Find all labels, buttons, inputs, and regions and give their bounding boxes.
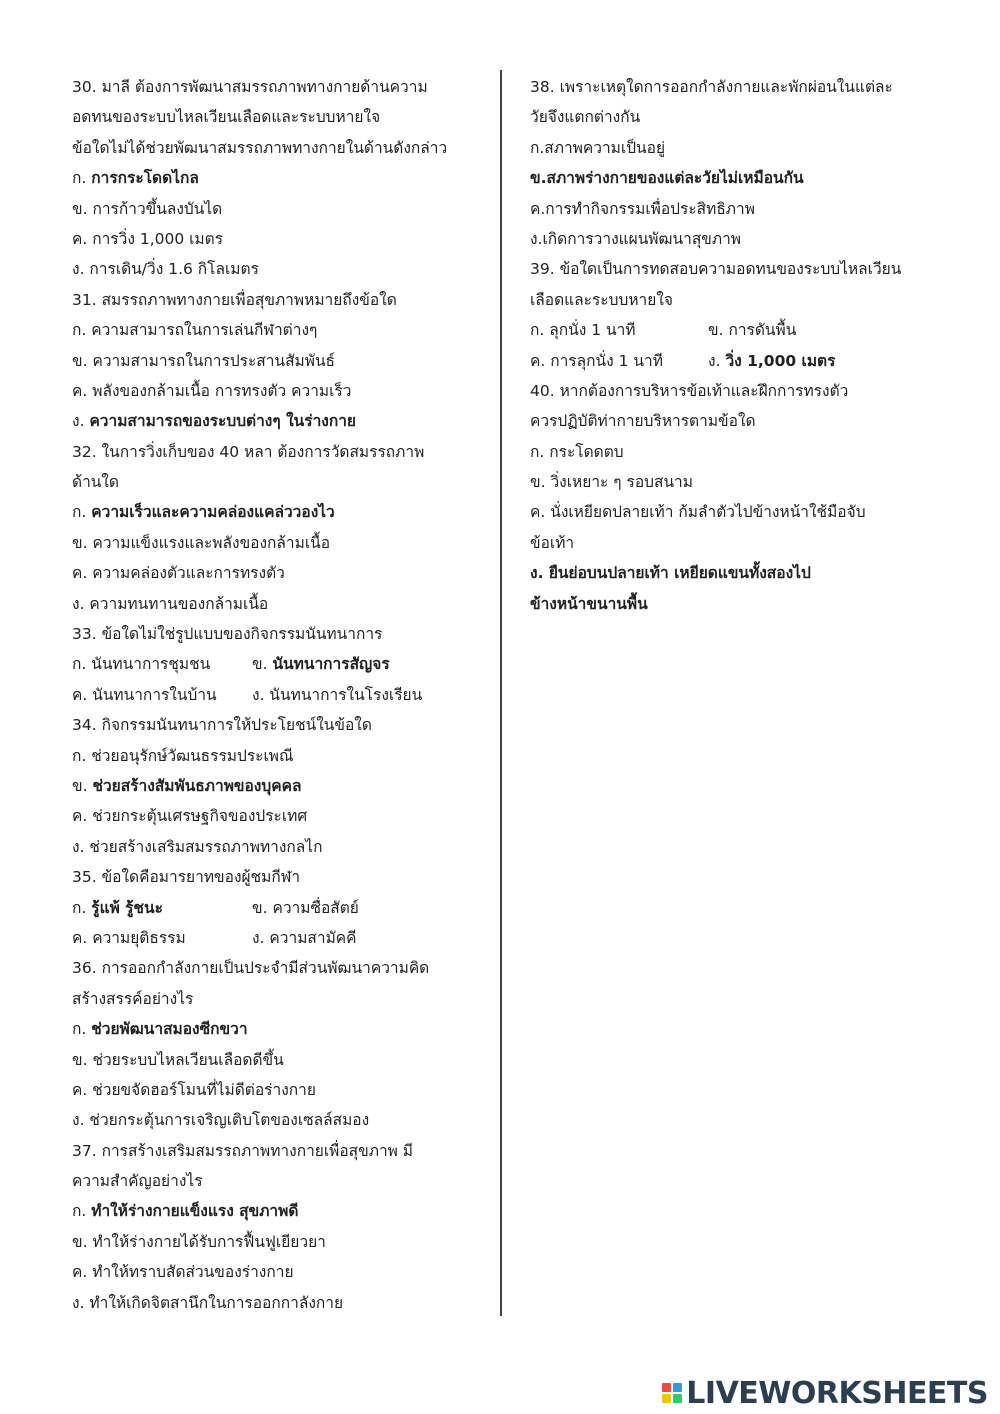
q34-stem-1: 34. กิจกรรมนันทนาการให้ประโยชน์ในข้อใด — [72, 716, 372, 735]
q36-option-c[interactable]: ค. ช่วยขจัดฮอร์โมนที่ไม่ดีต่อร่างกาย — [72, 1080, 316, 1099]
q30-answer: การกระโดดไกล — [91, 169, 199, 188]
q36-option-b[interactable]: ข. ช่วยระบบไหลเวียนเลือดดีขึ้น — [72, 1050, 284, 1069]
q39-option-d[interactable]: ง. วิ่ง 1,000 เมตร — [708, 351, 836, 370]
q30-stem-1: 30. มาลี ต้องการพัฒนาสมรรถภาพทางกายด้านความ — [72, 78, 428, 96]
column-divider — [500, 70, 502, 1316]
q35-option-c[interactable]: ค. ความยุติธรรม — [72, 928, 186, 947]
q40-option-c-1[interactable]: ค. นั่งเหยียดปลายเท้า ก้มลำตัวไปข้างหน้าใช้มือจับ — [530, 503, 866, 522]
q36-answer: ช่วยพัฒนาสมองซีกขวา — [91, 1020, 248, 1039]
q33-answer: นันทนาการสัญจร — [272, 655, 390, 674]
left-column — [72, 72, 492, 1318]
q31-option-b[interactable]: ข. ความสามารถในการประสานสัมพันธ์ — [72, 351, 336, 370]
q38-stem-2: วัยจึงแตกต่างกัน — [530, 108, 641, 127]
q32-stem-1: 32. ในการวิ่งเก็บของ 40 หลา ต้องการวัดสมรรถภาพ — [72, 442, 425, 461]
q39-stem-2: เลือดและระบบหายใจ — [530, 290, 673, 309]
q34-option-a[interactable]: ก. ช่วยอนุรักษ์วัฒนธรรมประเพณี — [72, 746, 294, 765]
q33-options-ab — [72, 649, 492, 679]
q39-option-c[interactable]: ค. การลุกนั่ง 1 นาที — [530, 351, 663, 370]
q40-stem-2: ควรปฏิบัติท่ากายบริหารตามข้อใด — [530, 412, 756, 431]
q36-stem-1: 36. การออกกำลังกายเป็นประจำมีส่วนพัฒนาความคิด — [72, 959, 430, 978]
q40-option-a[interactable]: ก. กระโดดตบ — [530, 442, 624, 461]
q35-option-d[interactable]: ง. ความสามัคคี — [252, 928, 357, 947]
q39-option-b[interactable]: ข. การดันพื้น — [708, 321, 797, 340]
q37-stem-2: ความสำคัญอย่างไร — [72, 1172, 203, 1191]
q37-option-a[interactable]: ก. ทำให้ร่างกายแข็งแรง สุขภาพดี — [72, 1202, 299, 1221]
q38-option-d[interactable]: ง.เกิดการวางแผนพัฒนาสุขภาพ — [530, 229, 742, 248]
q37-option-c[interactable]: ค. ทำให้ทราบสัดส่วนของร่างกาย — [72, 1263, 294, 1282]
q32-option-b[interactable]: ข. ความแข็งแรงและพลังของกล้ามเนื้อ — [72, 533, 331, 552]
q35-options-ab — [72, 893, 492, 923]
q32-stem-2: ด้านใด — [72, 473, 119, 492]
q31-option-c[interactable]: ค. พลังของกล้ามเนื้อ การทรงตัว ความเร็ว — [72, 381, 352, 400]
icon-square-3 — [662, 1394, 671, 1403]
q40-option-c-2[interactable]: ข้อเท้า — [530, 533, 575, 552]
q31-answer: ความสามารถของระบบต่างๆ ในร่างกาย — [89, 412, 357, 431]
q38-stem-1: 38. เพราะเหตุใดการออกกำลังกายและพักผ่อนในแต่ละ — [530, 78, 893, 96]
q33-option-a[interactable]: ก. นันทนาการชุมชน — [72, 655, 211, 674]
q35-options-cd — [72, 923, 492, 953]
q38-option-a[interactable]: ก.สภาพความเป็นอยู่ — [530, 138, 666, 157]
q37-stem-1: 37. การสร้างเสริมสมรรถภาพทางกายเพื่อสุขภาพ มี — [72, 1141, 414, 1160]
q38-option-c[interactable]: ค.การทำกิจกรรมเพื่อประสิทธิภาพ — [530, 199, 755, 218]
q32-option-d[interactable]: ง. ความทนทานของกล้ามเนื้อ — [72, 594, 269, 613]
q30-stem-3: ข้อใดไม่ได้ช่วยพัฒนาสมรรถภาพทางกายในด้านดังกล่าว — [72, 138, 448, 157]
q40-stem-1: 40. หากต้องการบริหารข้อเท้าและฝึกการทรงตัว — [530, 381, 849, 400]
q30-option-c[interactable]: ค. การวิ่ง 1,000 เมตร — [72, 229, 224, 248]
q33-option-d[interactable]: ง. นันทนาการในโรงเรียน — [252, 685, 423, 704]
q30-stem-2: อดทนของระบบไหลเวียนเลือดและระบบหายใจ — [72, 108, 381, 127]
q37-option-b[interactable]: ข. ทำให้ร่างกายได้รับการฟื้นฟูเยียวยา — [72, 1232, 326, 1251]
q37-option-d[interactable]: ง. ทำให้เกิดจิตสานึกในการออกกาลังกาย — [72, 1293, 344, 1312]
q32-option-c[interactable]: ค. ความคล่องตัวและการทรงตัว — [72, 564, 285, 583]
q39-options-cd — [530, 346, 950, 376]
q40-option-d-1[interactable]: ง. ยืนย่อบนปลายเท้า เหยียดแขนทั้งสองไป — [530, 564, 811, 583]
q30-option-a[interactable]: ก. การกระโดดไกล — [72, 169, 199, 188]
q39-options-ab — [530, 315, 950, 345]
liveworksheets-logo — [662, 1376, 988, 1410]
q35-option-a[interactable]: ก. รู้แพ้ รู้ชนะ — [72, 898, 163, 917]
q30-option-d[interactable]: ง. การเดิน/วิ่ง 1.6 กิโลเมตร — [72, 260, 259, 279]
q40-option-b[interactable]: ข. วิ่งเหยาะ ๆ รอบสนาม — [530, 473, 693, 492]
q35-answer: รู้แพ้ รู้ชนะ — [91, 898, 163, 917]
q38-option-b[interactable]: ข.สภาพร่างกายของแต่ละวัยไม่เหมือนกัน — [530, 169, 804, 188]
q34-option-b[interactable]: ข. ช่วยสร้างสัมพันธภาพของบุคคล — [72, 776, 302, 795]
q34-option-c[interactable]: ค. ช่วยกระตุ้นเศรษฐกิจของประเทศ — [72, 807, 308, 826]
q33-stem-1: 33. ข้อใดไม่ใช่รูปแบบของกิจกรรมนันทนาการ — [72, 625, 383, 644]
q31-option-d[interactable]: ง. ความสามารถของระบบต่างๆ ในร่างกาย — [72, 412, 357, 431]
icon-square-1 — [662, 1383, 671, 1392]
icon-square-4 — [673, 1394, 682, 1403]
q30-option-b[interactable]: ข. การก้าวขึ้นลงบันได — [72, 199, 223, 218]
q39-answer: วิ่ง 1,000 เมตร — [725, 351, 836, 370]
q32-option-a[interactable]: ก. ความเร็วและความคล่องแคล่ววองไว — [72, 503, 335, 522]
icon-square-2 — [673, 1383, 682, 1392]
q37-answer: ทำให้ร่างกายแข็งแรง สุขภาพดี — [91, 1202, 299, 1221]
q39-option-a[interactable]: ก. ลุกนั่ง 1 นาที — [530, 321, 636, 340]
q33-option-b[interactable]: ข. นันทนาการสัญจร — [252, 655, 390, 674]
brand-text: LIVEWORKSHEETS — [686, 1375, 988, 1411]
q31-stem-1: 31. สมรรถภาพทางกายเพื่อสุขภาพหมายถึงข้อใด — [72, 290, 397, 309]
q32-answer: ความเร็วและความคล่องแคล่ววองไว — [91, 503, 335, 522]
q31-option-a[interactable]: ก. ความสามารถในการเล่นกีฬาต่างๆ — [72, 321, 318, 340]
liveworksheets-icon — [662, 1383, 682, 1403]
q40-option-d-2[interactable]: ข้างหน้าขนานพื้น — [530, 594, 648, 613]
q35-stem-1: 35. ข้อใดคือมารยาทของผู้ชมกีฬา — [72, 868, 301, 887]
q39-stem-1: 39. ข้อใดเป็นการทดสอบความอดทนของระบบไหลเวียน — [530, 260, 902, 279]
q36-stem-2: สร้างสรรค์อย่างไร — [72, 989, 194, 1008]
right-column — [530, 72, 950, 619]
q36-option-d[interactable]: ง. ช่วยกระตุ้นการเจริญเติบโตของเซลล์สมอง — [72, 1111, 370, 1130]
q33-options-cd — [72, 680, 492, 710]
q36-option-a[interactable]: ก. ช่วยพัฒนาสมองซีกขวา — [72, 1020, 248, 1039]
q35-option-b[interactable]: ข. ความซื่อสัตย์ — [252, 898, 359, 917]
q34-option-d[interactable]: ง. ช่วยสร้างเสริมสมรรถภาพทางกลไก — [72, 837, 323, 856]
q34-answer: ช่วยสร้างสัมพันธภาพของบุคคล — [92, 776, 302, 795]
q33-option-c[interactable]: ค. นันทนาการในบ้าน — [72, 685, 217, 704]
